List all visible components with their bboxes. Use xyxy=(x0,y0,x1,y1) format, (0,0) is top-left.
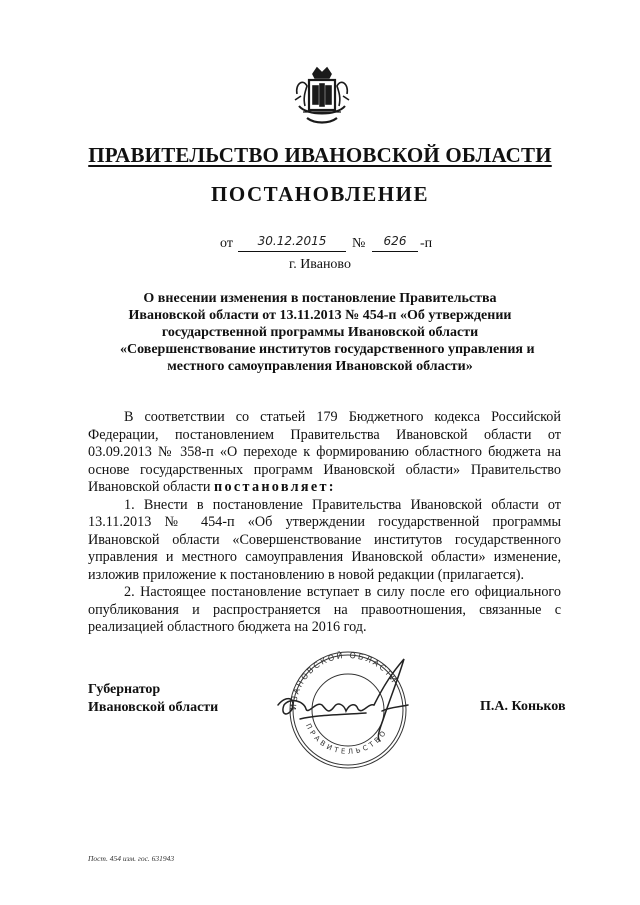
decree-word: постановляет: xyxy=(214,479,336,495)
official-seal-and-signature-icon xyxy=(266,645,426,770)
number-suffix: -п xyxy=(420,236,433,251)
preamble-text: В соответствии со статьей 179 Бюджетного кодекса Российской Федерации, постановлением Правительства Ивановской области от 03.09.2013 № 358-п «О переходе к формированию областного бюджета на основе государственных программ Ивановской области» Правительство Ивановской области xyxy=(88,409,561,495)
seal-text: ИВАНОВСКОЙ ОБЛАСТИ xyxy=(288,650,400,711)
item-2-paragraph: 2. Настоящее постановление вступает в силу после его официального опубликования и распространяется на правоотношения, связанные с реализацией областного бюджета на 2016 год. xyxy=(88,584,561,635)
item-1-paragraph: 1. Внести в постановление Правительства Ивановской области от 13.11.2013 № 454-п «Об утверждении государственной программы Ивановской области «Совершенствование институтов государственного управления и местного самоуправления Ивановской области» изменение, изложив приложение к постановлению в новой редакции (прилагается). xyxy=(88,496,561,583)
city-name: г. Иваново xyxy=(289,257,351,272)
subject-line: местного самоуправления Ивановской области» xyxy=(167,359,473,374)
subject-line: О внесении изменения в постановление Правительства xyxy=(143,291,497,306)
subject-line: Ивановской области от 13.11.2013 № 454-п «Об утверждении xyxy=(128,308,512,323)
date-prefix: от xyxy=(220,236,233,251)
document-body xyxy=(88,409,561,637)
subject-line: государственной программы Ивановской области xyxy=(161,325,479,340)
signer-name: П.А. Коньков xyxy=(480,699,566,714)
number-value: 626 xyxy=(372,234,418,252)
organization-title: ПРАВИТЕЛЬСТВО ИВАНОВСКОЙ ОБЛАСТИ xyxy=(88,143,552,167)
signer-title-line: Ивановской области xyxy=(88,700,219,715)
coat-of-arms-icon xyxy=(293,66,351,128)
preamble-paragraph xyxy=(88,409,561,497)
signer-title-line: Губернатор xyxy=(88,682,161,697)
number-prefix: № xyxy=(352,236,366,251)
document-subject xyxy=(120,290,535,375)
footer-note: Пост. 454 изм. гос. 631943 xyxy=(88,854,175,863)
signer-position xyxy=(88,681,218,717)
subject-line: «Совершенствование институтов государственного управления и xyxy=(120,342,535,357)
document-dateline xyxy=(0,234,640,256)
svg-text:ПРАВИТЕЛЬСТВО: ПРАВИТЕЛЬСТВО xyxy=(304,722,390,757)
document-type-heading: ПОСТАНОВЛЕНИЕ xyxy=(211,182,429,206)
date-value: 30.12.2015 xyxy=(238,234,346,252)
